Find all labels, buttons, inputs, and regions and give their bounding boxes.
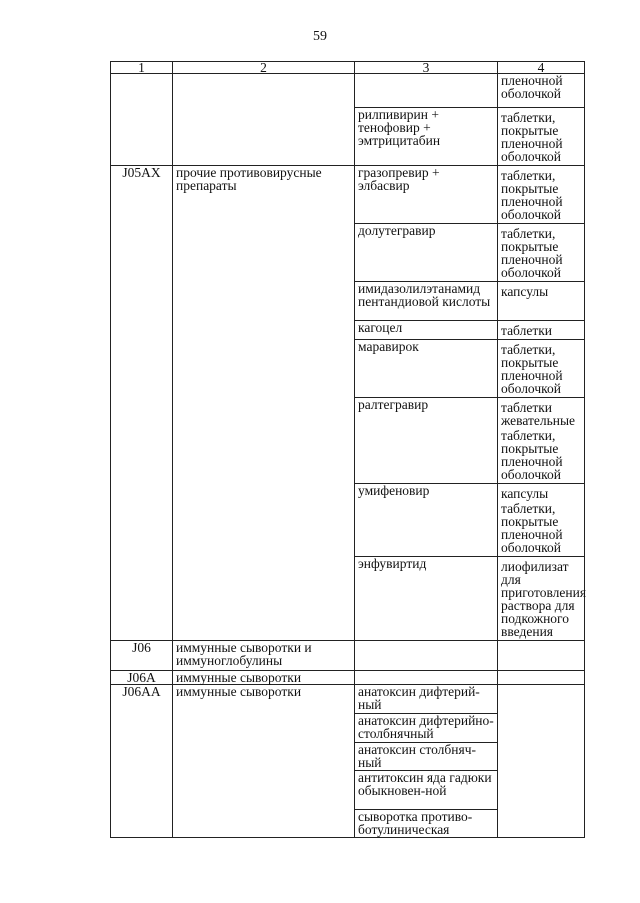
- drug-name: умифеновир: [355, 484, 498, 557]
- dosage-forms: [498, 74, 585, 108]
- atc-code: J06AA: [111, 685, 173, 838]
- table-row: [111, 685, 585, 714]
- group-name: иммунные сыворотки и иммуноглобулины: [173, 641, 355, 671]
- drug-name: [355, 74, 498, 108]
- table-row: [111, 74, 585, 108]
- drug-name: кагоцел: [355, 321, 498, 340]
- dosage-form: таблетки, покрытые пленочной оболочкой: [501, 168, 563, 222]
- drug-name: маравирок: [355, 340, 498, 398]
- dosage-form: пленочной оболочкой: [501, 73, 563, 101]
- atc-code: J06: [111, 641, 173, 671]
- header-row: [111, 62, 585, 74]
- drug-name: анатоксин дифтерий-ный: [355, 685, 498, 714]
- dosage-forms: [498, 108, 585, 166]
- dosage-form: таблетки, покрытые пленочной оболочкой: [501, 428, 563, 482]
- dosage-form: таблетки, покрытые пленочной оболочкой: [501, 110, 563, 164]
- group-name: иммунные сыворотки: [173, 671, 355, 685]
- dosage-forms: [498, 641, 585, 671]
- dosage-form: таблетки жевательные: [501, 400, 576, 428]
- dosage-forms: [498, 224, 585, 282]
- drug-table: [110, 61, 585, 838]
- header-col-2: 2: [173, 62, 355, 74]
- page-number: 59: [313, 29, 327, 44]
- header-col-3: 3: [355, 62, 498, 74]
- group-name: прочие противовирусные препараты: [173, 166, 355, 641]
- atc-code: [111, 74, 173, 166]
- dosage-forms: [498, 671, 585, 685]
- group-name: иммунные сыворотки: [173, 685, 355, 838]
- dosage-forms: [498, 557, 585, 641]
- atc-code: J05AX: [111, 166, 173, 641]
- drug-name: антитоксин яда гадюки обыкновен-ной: [355, 771, 498, 810]
- dosage-form: таблетки, покрытые пленочной оболочкой: [501, 226, 563, 280]
- dosage-form: лиофилизат для приготовления раствора для подкожного введения: [501, 559, 587, 639]
- drug-name: [355, 671, 498, 685]
- drug-name: анатоксин столбняч-ный: [355, 743, 498, 771]
- dosage-form: таблетки: [501, 323, 553, 338]
- drug-name: энфувиртид: [355, 557, 498, 641]
- drug-name: рилпивирин + тенофовир + эмтрицитабин: [355, 108, 498, 166]
- atc-code: J06A: [111, 671, 173, 685]
- table-row: [111, 166, 585, 224]
- dosage-form: таблетки, покрытые пленочной оболочкой: [501, 501, 563, 555]
- dosage-forms: [498, 340, 585, 398]
- drug-name: [355, 641, 498, 671]
- dosage-form: таблетки, покрытые пленочной оболочкой: [501, 342, 563, 396]
- table-row: [111, 641, 585, 671]
- header-col-4: 4: [498, 62, 585, 74]
- drug-name: гразопревир + элбасвир: [355, 166, 498, 224]
- dosage-forms: [498, 484, 585, 557]
- dosage-forms: [498, 321, 585, 340]
- drug-name: анатоксин дифтерийно-столбнячный: [355, 714, 498, 743]
- dosage-forms: [498, 282, 585, 321]
- drug-name: имидазолилэтанамид пентандиовой кислоты: [355, 282, 498, 321]
- drug-name: долутегравир: [355, 224, 498, 282]
- dosage-form: капсулы: [501, 486, 549, 501]
- dosage-forms: [498, 166, 585, 224]
- drug-name: ралтегравир: [355, 398, 498, 484]
- dosage-forms: [498, 685, 585, 838]
- header-col-1: 1: [111, 62, 173, 74]
- drug-name: сыворотка противо-ботулиническая: [355, 810, 498, 838]
- table-row: [111, 671, 585, 685]
- dosage-form: капсулы: [501, 284, 549, 299]
- group-name: [173, 74, 355, 166]
- dosage-forms: [498, 398, 585, 484]
